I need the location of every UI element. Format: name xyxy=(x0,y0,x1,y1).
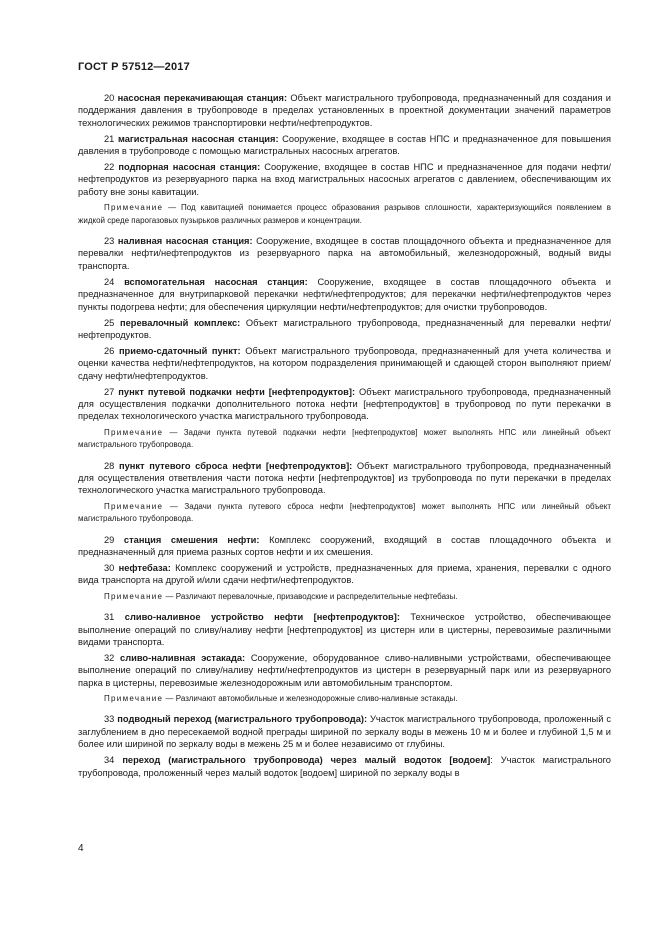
term-title: подпорная насосная станция: xyxy=(118,162,261,173)
term-definition: Объект магистрального трубопровода, предназначенный для перевалки нефти/нефтепродуктов. xyxy=(78,317,611,340)
term-title: станция смешения нефти: xyxy=(123,534,260,545)
term-title: наливная насосная станция: xyxy=(117,236,253,247)
term-entry-27 xyxy=(78,386,611,423)
note xyxy=(78,693,611,705)
term-definition: Сооружение, входящее в состав площадочного объекта и предназначенное для внутрипарковой перекачки нефти/нефтепродуктов; для перекачки нефти/нефтепродуктов через пункты подогрева нефти; для обеспечения циркуляции нефти/нефтепродуктов; для очистки трубопроводов. xyxy=(78,276,611,312)
term-title: нефтебаза: xyxy=(118,562,171,573)
note xyxy=(78,591,611,603)
term-title: насосная перекачивающая станция: xyxy=(117,93,288,103)
term-number: 33 xyxy=(104,714,115,725)
note-label: Примечание xyxy=(104,501,164,511)
term-number: 22 xyxy=(104,162,115,173)
note-text: — Задачи пункта путевой подкачки нефти [нефтепродуктов] может выполнять НПС или линейный объект магистрального трубопровода. xyxy=(78,427,611,450)
term-definition: Участок магистрального трубопровода, проложенный с заглублением в дно пересекаемой водной преграды шириной по зеркалу воды в межень 10 м и более и глубиной 1,5 м и более или шириной по зеркалу воды в межень 25 м и более независимо от глубины. xyxy=(78,714,611,750)
term-entry-31 xyxy=(78,611,611,648)
term-definition: Объект магистрального трубопровода, предназначенный для создания и поддержания давления в трубопроводе в пределах установленных в проектной документации значений параметров технологических режимов транспортировки нефти/нефтепродуктов. xyxy=(78,93,611,128)
term-entry-25 xyxy=(78,317,611,342)
term-title: вспомогательная насосная станция: xyxy=(124,276,308,287)
note-label: Примечание xyxy=(104,591,164,601)
term-title: приемо-сдаточный пункт: xyxy=(118,345,241,356)
term-number: 28 xyxy=(104,460,115,471)
note-text: — Различают перевалочные, призаводские и распределительные нефтебазы. xyxy=(163,591,458,601)
note-text: — Под кавитацией понимается процесс образования разрывов сплошности, характеризующийся появлением в жидкой среде парогазовых пузырьков различных размеров и концентрации. xyxy=(78,203,611,225)
note-text: — Задачи пункта путевого сброса нефти [нефтепродуктов] может выполнять НПС или линейный объект магистрального трубопровода. xyxy=(78,501,611,524)
term-definition: Комплекс сооружений, входящий в состав площадочного объекта и предназначенный для приема разных сортов нефти и их смешения. xyxy=(78,534,611,557)
term-entry-28 xyxy=(78,460,611,497)
note-label: Примечание xyxy=(104,203,164,213)
note-label: Примечание xyxy=(104,694,164,704)
term-definition: Объект магистрального трубопровода, предназначенный для осуществления подкачки дополнительного потока нефти [нефтепродуктов] в трубопровод по пути перекачки в пределах технологического участка магистрального трубопровода. xyxy=(78,386,611,422)
page-number: 4 xyxy=(78,843,84,854)
note-label: Примечание xyxy=(104,427,164,437)
term-entry-20 xyxy=(78,92,611,129)
term-entry-23 xyxy=(78,235,611,272)
term-number: 23 xyxy=(104,236,115,247)
term-definition: Комплекс сооружений и устройств, предназначенных для приема, хранения, перевалки с одного вида транспорта на другой и/или сдачи нефти/нефтепродуктов. xyxy=(78,562,611,586)
term-entry-30 xyxy=(78,562,611,587)
term-number: 34 xyxy=(104,755,115,766)
term-entry-33 xyxy=(78,713,611,750)
term-entry-24 xyxy=(78,276,611,313)
term-number: 20 xyxy=(104,93,115,103)
term-entry-22 xyxy=(78,161,611,198)
term-number: 31 xyxy=(104,612,115,623)
term-number: 26 xyxy=(104,345,115,356)
term-definition: Объект магистрального трубопровода, предназначенный для осуществления ответвления части потока нефти [нефтепродуктов] из трубопровода по пути перекачки в пределах технологического участка магистрального трубопровода. xyxy=(78,460,611,496)
term-title: магистральная насосная станция: xyxy=(117,133,279,144)
term-definition: Сооружение, входящее в состав НПС и предназначенное для повышения давления в трубопроводе с помощью магистральных насосных агрегатов. xyxy=(78,133,611,157)
term-title: сливо-наливное устройство нефти [нефтепродуктов]: xyxy=(124,612,400,623)
term-title: переход (магистрального трубопровода) через малый водоток [водоем] xyxy=(122,755,491,766)
term-definition: Техническое устройство, обеспечивающее выполнение операций по сливу/наливу нефти [нефтепродуктов] из цистерн или в цистерны, перевозимые различными видами транспорта. xyxy=(78,612,611,647)
term-entry-21 xyxy=(78,133,611,158)
term-entry-32 xyxy=(78,652,611,689)
term-title: перевалочный комплекс: xyxy=(120,317,241,328)
term-definition: Объект магистрального трубопровода, предназначенный для учета количества и оценки качества нефти/нефтепродуктов, на котором подразделения принимающей и сдающей сторон выполняют прием/сдачу нефти/нефтепродуктов. xyxy=(78,345,611,381)
note xyxy=(78,202,611,227)
term-title: пункт путевой подкачки нефти [нефтепродуктов]: xyxy=(118,386,356,397)
term-title: пункт путевого сброса нефти [нефтепродуктов]: xyxy=(118,460,353,471)
note-text: — Различают автомобильные и железнодорожные сливо-наливные эстакады. xyxy=(163,694,458,704)
term-entry-34 xyxy=(78,754,611,779)
document-header: ГОСТ Р 57512—2017 xyxy=(78,61,190,73)
term-number: 27 xyxy=(104,386,115,397)
note xyxy=(78,427,611,452)
term-entry-29 xyxy=(78,534,611,559)
term-number: 21 xyxy=(104,133,115,144)
term-number: 29 xyxy=(104,534,115,545)
term-number: 32 xyxy=(104,652,115,663)
term-definition: Сооружение, оборудованное сливо-наливными устройствами, обеспечивающее выполнение операций по сливу/наливу нефти/нефтепродуктов из цистерн в резервуарный парк или из резервуарного парка в цистерны, перевозимые железнодорожным или автомобильным транспортом. xyxy=(78,652,611,688)
term-number: 25 xyxy=(104,317,115,328)
term-definition: Сооружение, входящее в состав НПС и предназначенное для подачи нефти/нефтепродуктов из резервуарного парка на вход магистральных насосных агрегатов с давлением, обеспечивающим их работу вне зоны кавитации. xyxy=(78,162,611,197)
document-body xyxy=(78,92,611,783)
term-definition: Сооружение, входящее в состав площадочного объекта и предназначенное для перевалки нефти/нефтепродуктов из резервуарного парка на автомобильный, железнодорожный, водный виды транспорта. xyxy=(78,236,611,271)
term-entry-26 xyxy=(78,345,611,382)
term-title: сливо-наливная эстакада: xyxy=(120,652,246,663)
term-number: 24 xyxy=(104,276,115,287)
term-definition: : Участок магистрального трубопровода, проложенный через малый водоток [водоем] шириной по зеркалу воды в xyxy=(78,755,611,778)
note xyxy=(78,501,611,526)
term-number: 30 xyxy=(104,562,115,573)
term-title: подводный переход (магистрального трубопровода): xyxy=(117,714,368,725)
